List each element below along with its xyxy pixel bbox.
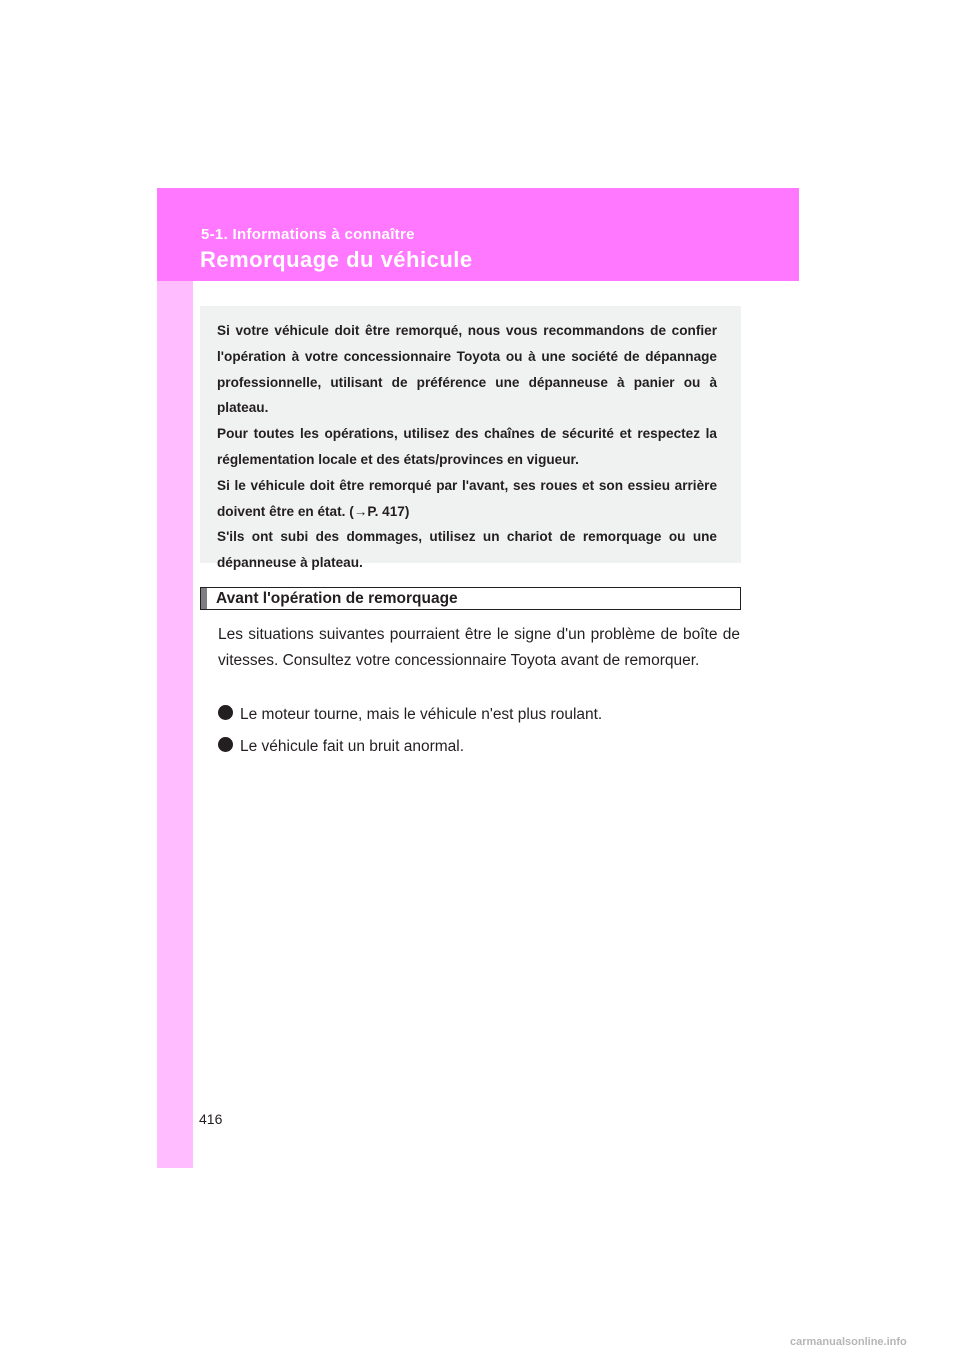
list-item xyxy=(218,737,738,757)
page-title: Remorquage du véhicule xyxy=(200,247,473,272)
subheading-title: Avant l'opération de remorquage xyxy=(216,590,458,607)
bullet-icon xyxy=(218,737,233,752)
bullet-icon xyxy=(218,705,233,720)
bullet-text: Le moteur tourne, mais le véhicule n'est plus roulant. xyxy=(240,706,603,723)
body-paragraph: Les situations suivantes pourraient être le signe d'un problème de boîte de vitesses. Consultez votre concessionnaire Toyota avant de remorquer. xyxy=(218,626,740,670)
bullet-text: Le véhicule fait un bruit anormal. xyxy=(240,738,465,755)
side-strip xyxy=(157,281,193,1168)
section-label: 5-1. Informations à connaître xyxy=(201,226,415,243)
watermark: carmanualsonline.info xyxy=(790,1336,907,1348)
subheading-box xyxy=(200,587,741,610)
intro-paragraph: Pour toutes les opérations, utilisez des chaînes de sécurité et respectez la réglementation locale et des états/provinces en vigueur. xyxy=(217,426,717,467)
subheading-bar xyxy=(201,588,207,609)
intro-paragraph: Si le véhicule doit être remorqué par l'avant, ses roues et son essieu arrière doivent être en état. (→P. 417) xyxy=(217,477,717,519)
body-text xyxy=(218,622,740,675)
page-number: 416 xyxy=(199,1111,223,1127)
intro-paragraph: Si votre véhicule doit être remorqué, nous vous recommandons de confier l'opération à votre concessionnaire Toyota ou à une société de dépannage professionnelle, utilisant de préférence une dépanneuse à panier ou à plateau. xyxy=(217,323,717,416)
intro-paragraph: S'ils ont subi des dommages, utilisez un chariot de remorquage ou une dépanneuse à plateau. xyxy=(217,529,717,571)
intro-box xyxy=(200,306,741,571)
list-item xyxy=(218,705,738,725)
